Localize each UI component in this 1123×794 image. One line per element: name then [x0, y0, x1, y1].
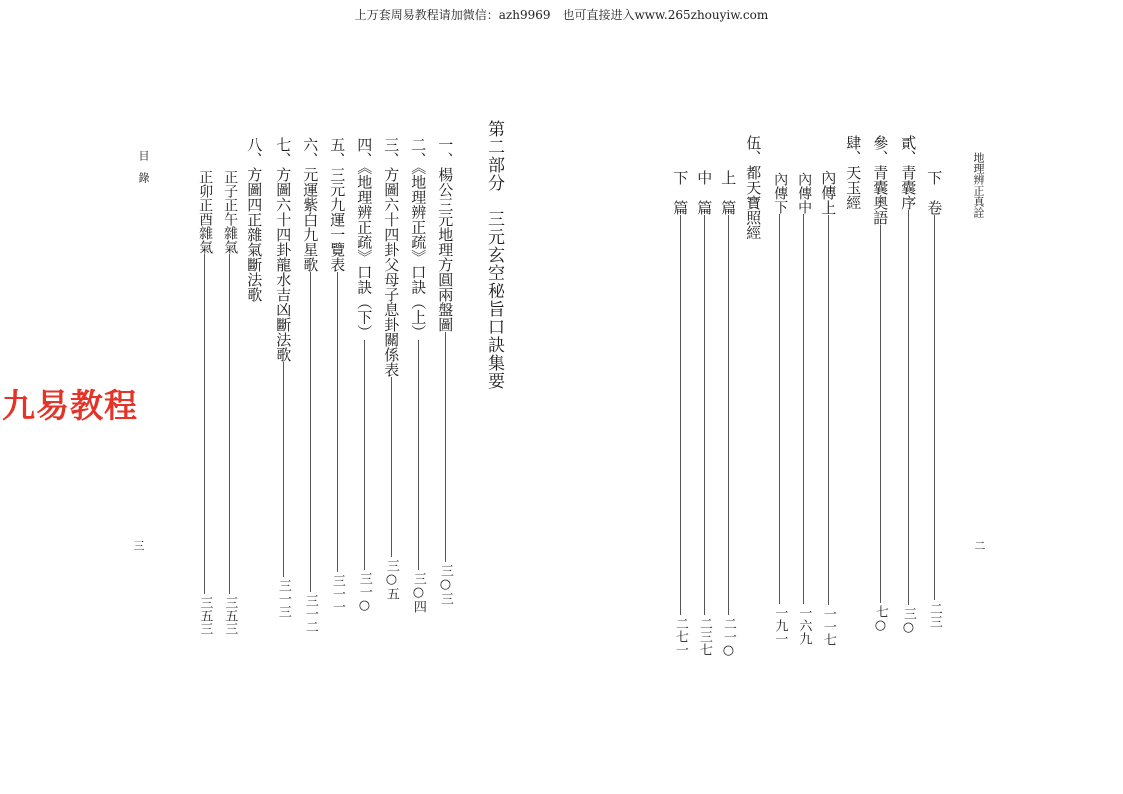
toc-entry: 八、方圖四正雜氣斷法歌: [245, 137, 264, 302]
toc-entry: 伍、都天寶照經: [744, 135, 763, 240]
toc-entry: 六、元運紫白九星歌 三一二: [301, 137, 320, 633]
toc-entry: 七、方圖六十四卦龍水吉凶斷法歌 三一三: [274, 137, 293, 618]
left-page-folio: 三: [132, 540, 145, 551]
toc-entry: 上 篇 二一○: [719, 170, 738, 658]
toc-entry: 貳、青囊序 三○: [899, 135, 918, 635]
toc-entry: 一、楊公三元地理方圓兩盤圖 三○三: [436, 137, 455, 605]
toc-entry: 正卯正酉雜氣 三五三: [197, 170, 214, 635]
toc-entry: 三、方圖六十四卦父母子息卦關係表 三○五: [382, 137, 401, 600]
margin-label: 目 錄: [137, 150, 150, 183]
right-page-folio: 二: [973, 540, 986, 551]
toc-entry: 內傳下 一九一: [772, 172, 789, 645]
toc-entry: 肆、天玉經: [844, 135, 863, 210]
toc-entry: 五、三元九運一覽表 三一一: [328, 137, 347, 613]
top-banner: 上万套周易教程请加微信：azh9969 也可直接进入www.265zhouyiw.com: [354, 8, 769, 22]
book-title-margin: 地理辨正真詮: [972, 152, 985, 218]
toc-entry: 內傳中 一六九: [796, 172, 813, 645]
toc-entry: 下 篇 二七一: [671, 170, 690, 656]
toc-entry: 參、青囊奧語 七○: [871, 135, 890, 633]
toc-entry: 正子正午雜氣 三五三: [222, 170, 239, 635]
toc-entry: 內傳上 一一七: [819, 170, 838, 646]
toc-entry: 四、《地理辨正疏》口訣（下） 三一○: [355, 137, 374, 613]
watermark-logo: 九易教程: [2, 386, 138, 425]
toc-entry: 中 篇 二三七: [695, 170, 714, 656]
section-heading: 第二部分 三元玄空秘旨口訣集要: [484, 120, 504, 390]
toc-entry: 二、《地理辨正疏》口訣（上） 三○四: [409, 137, 428, 613]
toc-entry: 下 卷 二三: [925, 170, 944, 628]
